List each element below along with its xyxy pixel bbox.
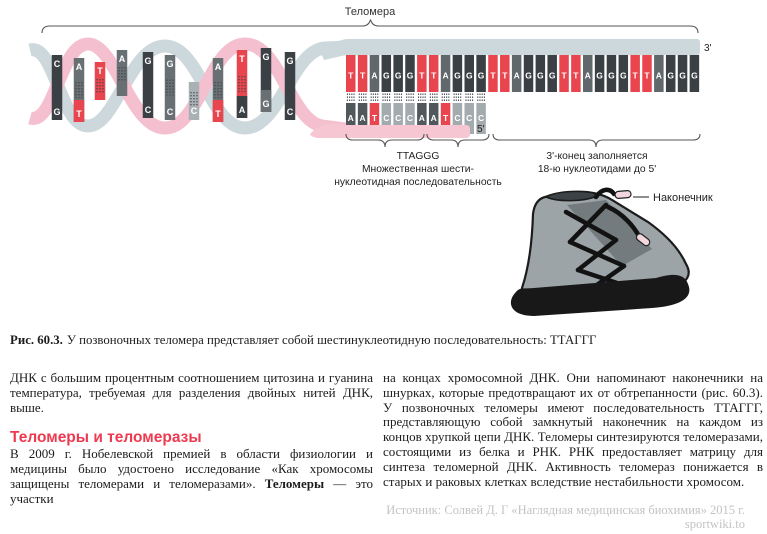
- figure-caption: [10, 333, 755, 348]
- base-letter: T: [348, 70, 354, 81]
- base-letter: G: [394, 70, 402, 81]
- base-letter: T: [419, 70, 425, 81]
- repeat-label: [334, 151, 502, 188]
- base-letter: T: [561, 70, 567, 81]
- site-line: sportwiki.to: [684, 516, 745, 531]
- left-paragraph-2-post: — это участки: [10, 475, 373, 506]
- blue-backbone: [344, 39, 700, 55]
- base-letter: T: [442, 113, 449, 123]
- source-footer: [386, 504, 745, 531]
- base-letter: C: [478, 113, 485, 123]
- base-letter: G: [619, 70, 627, 81]
- text-columns: [10, 371, 763, 507]
- base-letter: T: [632, 70, 638, 81]
- base-letter: C: [190, 106, 198, 116]
- left-paragraph-2: [10, 447, 373, 506]
- base-letter: G: [465, 70, 473, 81]
- right-paragraph: на концах хромосомной ДНК. Они напоминают наконечники на шнурках, которые предотвращают их от обтрепанности (рис. 60.3). У позвоночных теломеры имеют последовательность ТТАГГГ, представляющую собой замкнутый наконечник на каждом из концов хрупкой цепи ДНК. Теломеры синтезируются теломеразами, состоящими из белка и РНК. РНК предоставляет матрицу для синтеза теломерной ДНК. Активность теломераз понижается в старых и раковых клетках вследствие нестабильности хромосом.: [383, 370, 763, 489]
- overhang-brace: [493, 134, 700, 147]
- base-letter: G: [477, 70, 485, 81]
- base-letter: G: [608, 70, 615, 81]
- base-letter: G: [144, 56, 152, 66]
- top-strand: [346, 55, 699, 92]
- base-letter: G: [166, 59, 174, 69]
- base-letter: T: [97, 66, 103, 76]
- base-letter: G: [454, 70, 461, 81]
- telomere-brace: [42, 20, 698, 34]
- base-letter: G: [262, 99, 270, 109]
- base-letter: A: [75, 62, 83, 72]
- base-letter: T: [431, 70, 437, 81]
- base-letter: A: [359, 113, 366, 123]
- base-letter: T: [490, 70, 496, 81]
- base-letter: G: [382, 70, 390, 81]
- base-letter: G: [548, 70, 556, 81]
- base-letter: A: [655, 70, 662, 81]
- base-letter: A: [584, 70, 591, 81]
- base-letter: C: [395, 113, 402, 123]
- hydrogen-bonds: [347, 94, 484, 103]
- base-letter: G: [667, 70, 675, 81]
- fill-label-line2: 18-ю нуклеотидами до 5': [537, 164, 657, 175]
- left-paragraph-2-term: Теломеры: [264, 475, 325, 491]
- base-letter: A: [430, 113, 437, 123]
- base-letter: G: [691, 70, 698, 81]
- source-line: Источник: Солвей Д. Г «Наглядная медицинская биохимия» 2015 г.: [386, 503, 745, 517]
- base-letter: A: [118, 54, 126, 64]
- base-letter: G: [537, 70, 544, 81]
- base-letter: A: [238, 105, 246, 115]
- base-letter: T: [215, 109, 221, 119]
- aglet-label: Наконечник: [653, 192, 713, 204]
- repeat-label-line3: нуклеотидная последовательность: [334, 177, 502, 188]
- base-letter: G: [596, 70, 603, 81]
- base-letter: G: [525, 70, 532, 81]
- base-letter: A: [371, 70, 378, 81]
- base-letter: A: [214, 62, 222, 72]
- five-prime-label: 5': [477, 124, 485, 135]
- helix-base-pairs: [52, 48, 296, 122]
- base-letter: G: [679, 70, 686, 81]
- base-letter: C: [406, 113, 414, 123]
- base-letter: T: [371, 113, 378, 123]
- base-letter: A: [347, 113, 354, 123]
- base-letter: A: [513, 70, 520, 81]
- base-letter: G: [406, 70, 414, 81]
- pink-backbone: [310, 124, 470, 138]
- base-letter: G: [262, 52, 270, 62]
- fill-label-line1: 3'-конец заполняется: [546, 151, 648, 162]
- right-column: [383, 371, 763, 507]
- base-letter: T: [644, 70, 650, 81]
- left-column: [10, 371, 373, 507]
- dna-helix: [30, 44, 352, 130]
- boot-illustration: [511, 190, 713, 316]
- fill-label: [538, 151, 656, 175]
- base-letter: C: [166, 107, 174, 117]
- base-letter: T: [573, 70, 579, 81]
- base-letter: T: [359, 70, 366, 81]
- base-letter: G: [53, 107, 61, 117]
- figure-number: Рис. 60.3.: [10, 333, 63, 347]
- base-letter: A: [418, 113, 425, 123]
- repeat-label-line1: TTAGGG: [396, 151, 440, 162]
- left-paragraph-2-pre: В 2009 г. Нобелевской премией в области физиологии и медицины было удостоено исследование «Как хромосомы защищены теломерами и теломеразами».: [10, 446, 373, 491]
- base-letter: C: [466, 113, 473, 123]
- base-letter: C: [286, 107, 294, 117]
- aglet-top: [615, 190, 632, 198]
- left-paragraph-1: ДНК с большим процентным соотношением цитозина и гуанина температура, требуемая для разделения двойных нитей ДНК, выше.: [10, 370, 373, 415]
- base-letter: A: [442, 70, 449, 81]
- base-letter: C: [53, 59, 61, 69]
- section-heading: Теломеры и теломеразы: [10, 429, 202, 447]
- figure-caption-text: У позвоночных теломера представляет собой шестинуклеотидную последовательность: ТТАГГГ: [66, 333, 597, 347]
- repeat-label-line2: Множественная шести-: [361, 164, 475, 175]
- base-letter: C: [144, 105, 152, 115]
- base-letter: C: [383, 113, 390, 123]
- base-letter: T: [502, 70, 508, 81]
- telomere-label: Теломера: [344, 6, 396, 18]
- base-letter: G: [286, 56, 294, 66]
- base-letter: T: [239, 54, 245, 64]
- base-letter: T: [76, 109, 82, 119]
- base-letter: C: [454, 113, 461, 123]
- three-prime-label: 3': [704, 43, 712, 54]
